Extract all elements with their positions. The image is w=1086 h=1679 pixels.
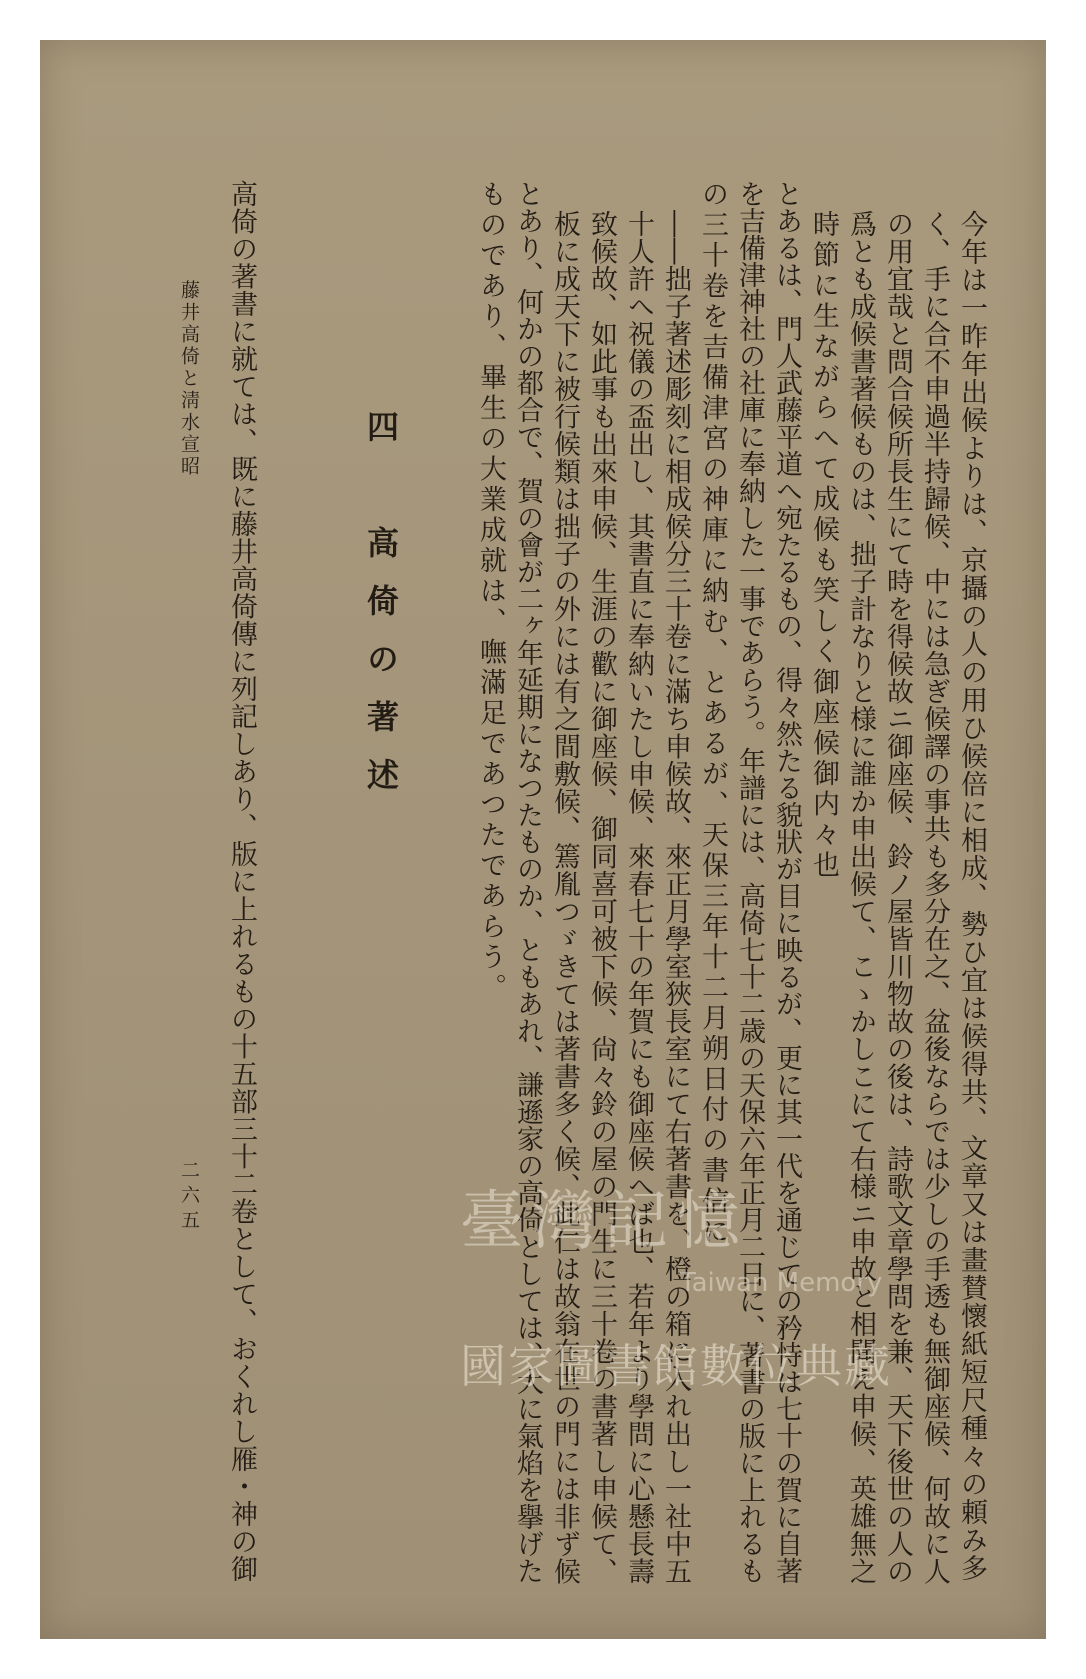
running-title: 藤井高倚と淸水宣昭	[178, 280, 200, 478]
body-column: の三十卷を吉備津宮の神庫に納む、とあるが、天保三年十二月朔日付の書信に	[697, 180, 728, 1248]
body-column: 時節に生ながらへて成候も笑しく御座候御内々也	[808, 210, 839, 881]
watermark-logo: 臺灣記憶	[460, 1185, 748, 1259]
section-body-column: 高倚の著書に就ては、既に藤井高倚傳に列記しあり、版に上れるもの十五部三十二卷として、おくれし雁・神の御	[226, 180, 257, 1583]
watermark-subtitle: 國家圖書館數位典藏	[460, 1339, 892, 1393]
body-column: 十人許へ祝儀の盃出し、其書直に奉納いたし申候、來春七十の年賀にも御座候へば也、若年より學問に心懸長壽	[623, 210, 654, 1585]
section-heading: 四 高倚の著述	[362, 410, 400, 816]
body-column: 爲とも成候書著候ものは、拙子計なりと様に誰か申出候て、こゝかしこにて右様ニ申故と相聞え申候、英雄無之	[845, 210, 876, 1585]
body-column: ものであり、畢生の大業成就は、嘸滿足であつたであらう。	[475, 180, 506, 1004]
page-number: 二六五	[178, 1160, 200, 1235]
body-column: 今年は一昨年出候よりは、京攝の人の用ひ候倍に相成、勢ひ宜は候得共、文章又は畫賛懷紙短尺種々の頼み多	[956, 210, 987, 1582]
body-column: とあり、何かの都合で、賀の會が二ヶ年延期になつたものか、ともあれ、謙遜家の高倚としては、大に氣焰を擧げた	[512, 180, 543, 1584]
body-column: く、手に合不申過半持歸候、中には急ぎ候譯の事共も多分在之、盆後ならでは少しの手透も無御座候、何故に人	[919, 210, 950, 1585]
body-column: ――拙子著述彫刻に相成候分三十卷に滿ち申候故、來正月學室狹長室にて右著書を、橙の箱に入れ出し一社中五	[660, 210, 691, 1585]
watermark-english: Taiwan Memory	[680, 1268, 883, 1298]
body-column: の用宜哉と問合候所長生にて時を得候故ニ御座候、鈴ノ屋皆川物故の後は、詩歌文章學問を兼、天下後世の人の	[882, 210, 913, 1585]
book-page	[40, 40, 1046, 1639]
body-column: 板に成天下に被行候類は拙子の外には有之間敷候、篶胤つゞきては著書多く候、此仁は故翁在世の門には非ず候	[549, 210, 580, 1585]
body-column: を吉備津神社の社庫に奉納した一事であらう。年譜には、高倚七十二歳の天保六年正月二日に、著書の版に上れるも	[734, 180, 765, 1584]
body-column: 致候故、如此事も出來申候、生涯の歡に御座候、御同喜可被下候、尙々鈴の屋の門生に三十卷の書著し申候て、	[586, 210, 617, 1585]
body-column: とあるは、門人武藤平道へ宛たるもの、得々然たる貌狀が目に映るが、更に其一代を通じての矜恃は七十の賀に自著	[771, 180, 802, 1584]
